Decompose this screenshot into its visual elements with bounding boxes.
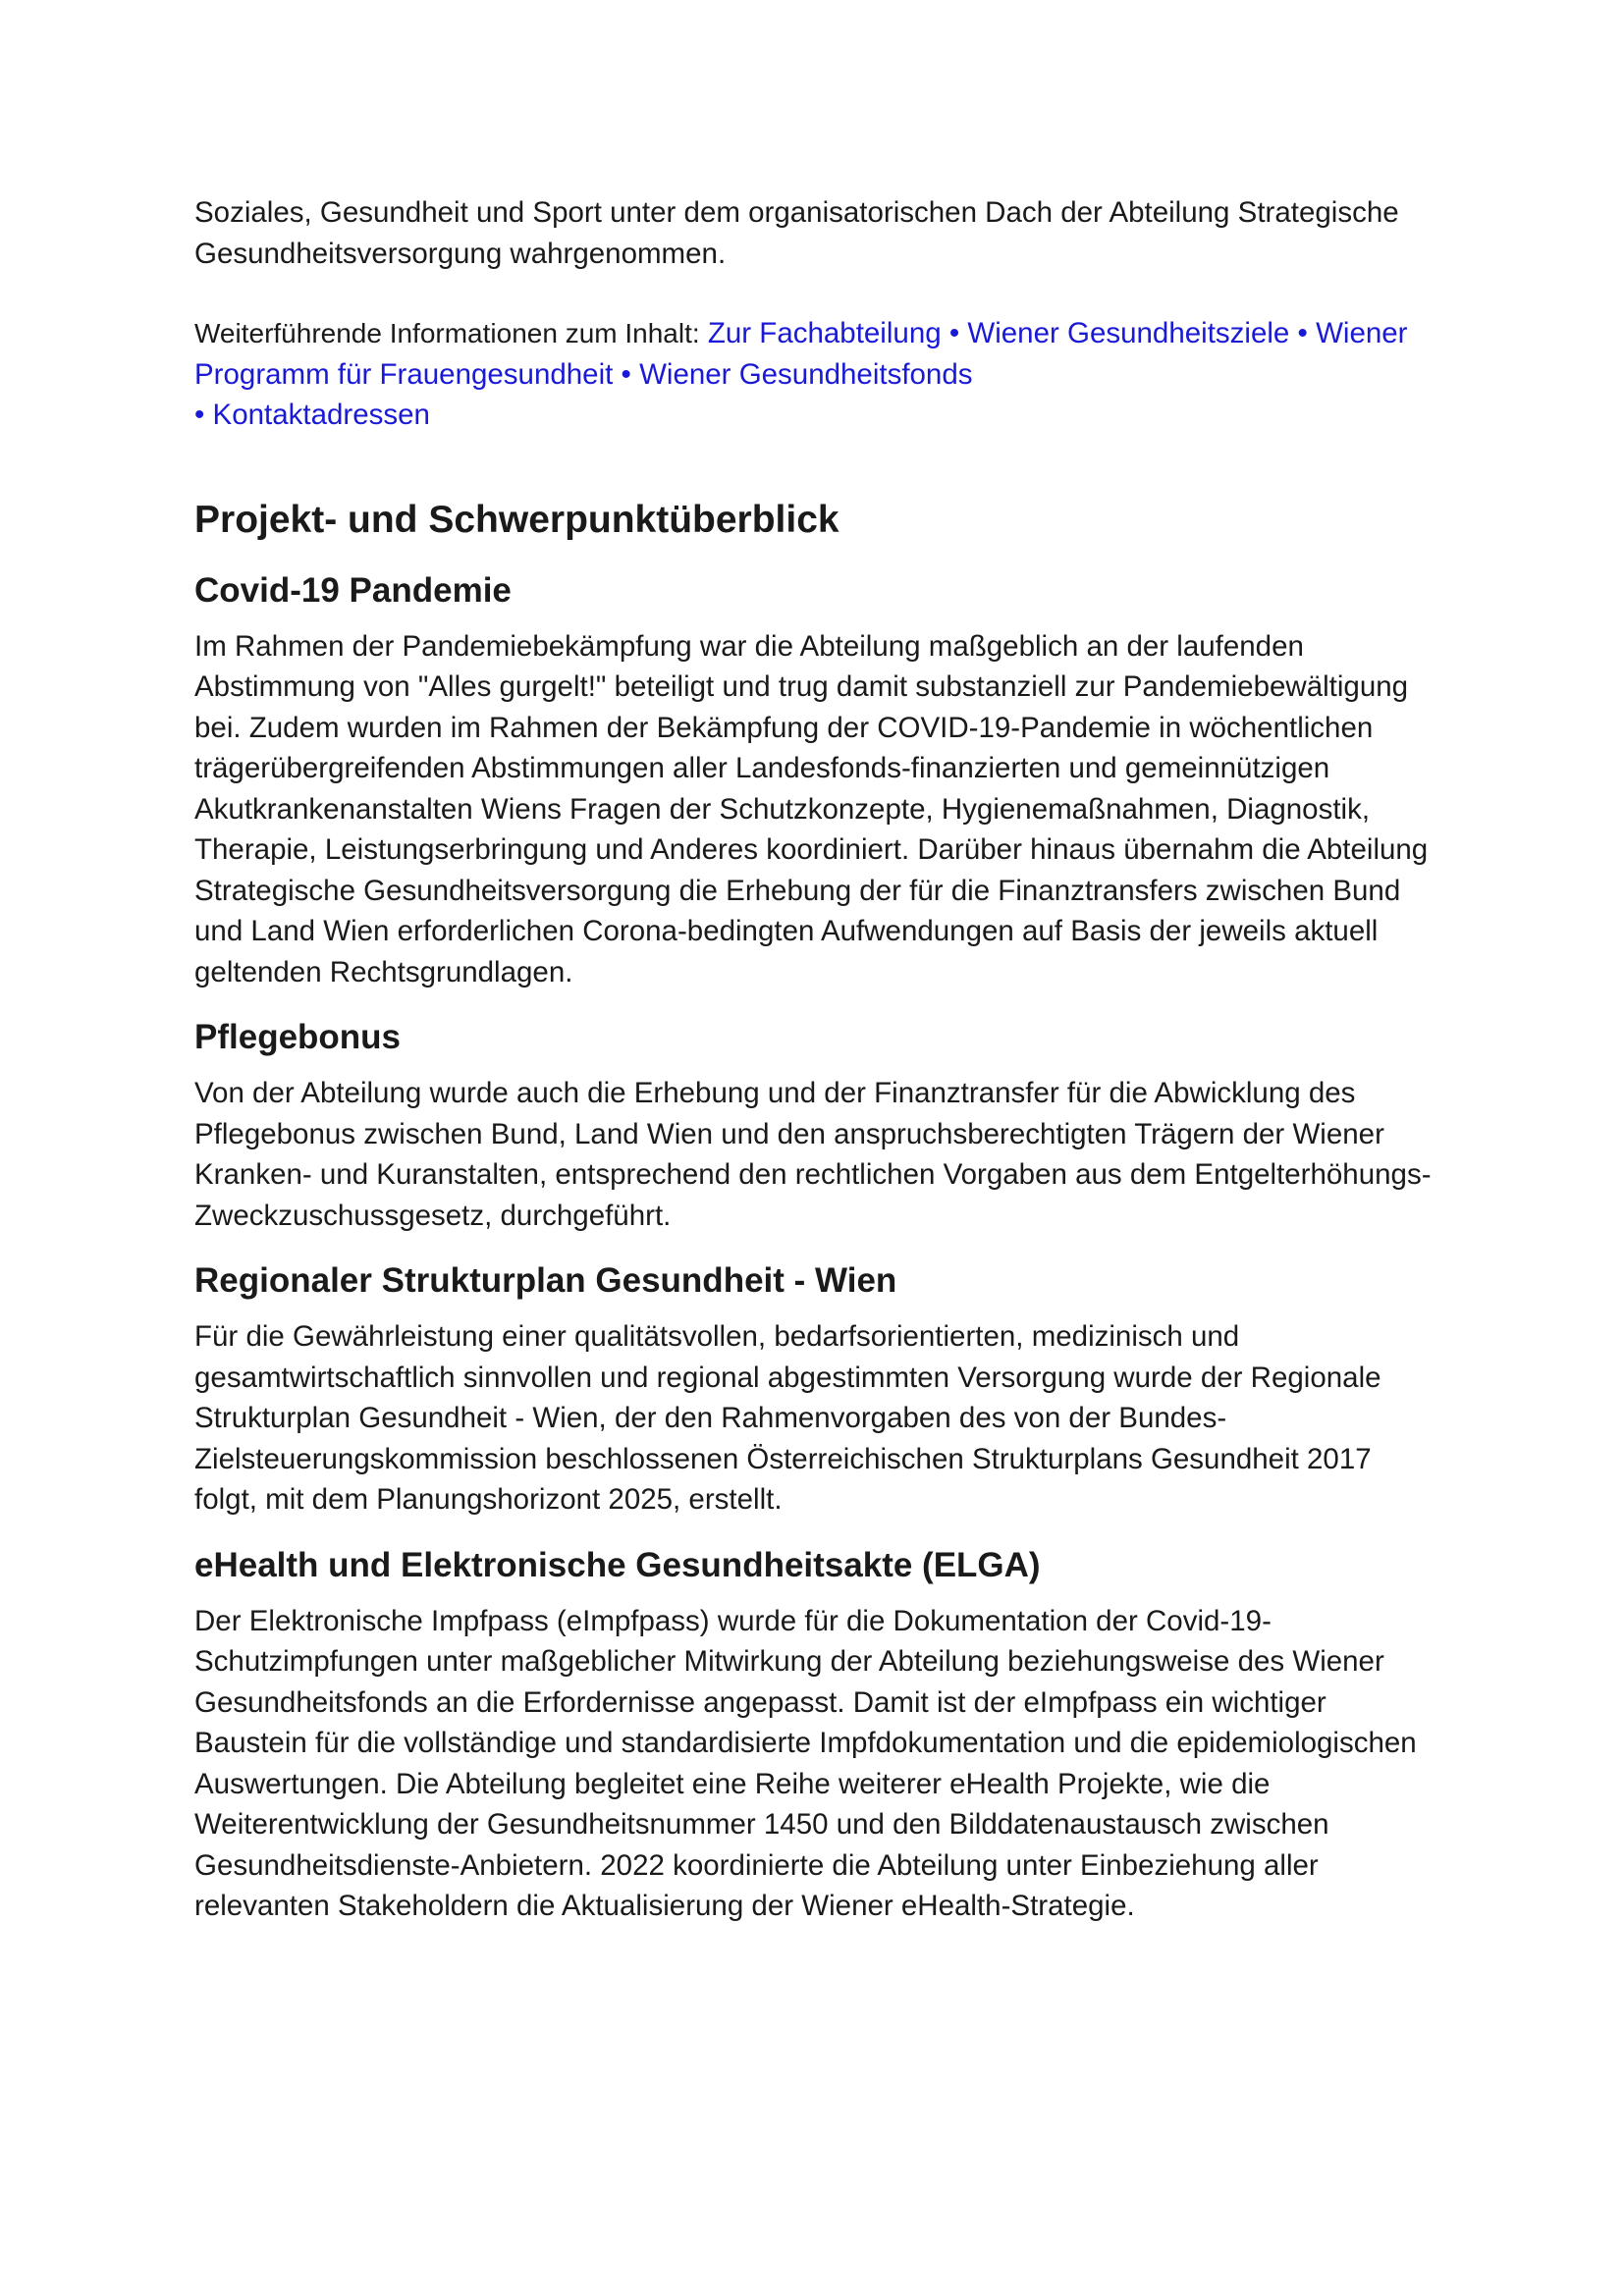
section-text: Für die Gewährleistung einer qualitätsvollen, bedarfsorientierten, medizinisch und gesamtwirtschaftlich sinnvollen und regional abgestimmten Versorgung wurde der Regionale Strukturplan Gesundheit - Wien, der den Rahmenvorgaben des von der Bundes-Zielsteuerungskommission beschlossenen Österreichischen Strukturplans Gesundheit 2017 folgt, mit dem Planungshorizont 2025, erstellt. xyxy=(194,1320,1381,1516)
section-strukturplan xyxy=(194,1257,1441,1521)
link-separator: • xyxy=(948,317,960,349)
link-gesundheitsziele[interactable]: Wiener Gesundheitsziele xyxy=(967,317,1290,349)
intro-paragraph: Soziales, Gesundheit und Sport unter dem organisatorischen Dach der Abteilung Strategische Gesundheitsversorgung wahrgenommen. xyxy=(194,196,1399,270)
section-text: Der Elektronische Impfpass (eImpfpass) wurde für die Dokumentation der Covid-19-Schutzimpfungen unter maßgeblicher Mitwirkung der Abteilung beziehungsweise des Wiener Gesundheitsfonds an die Erfordernisse angepasst. Damit ist der eImpfpass ein wichtiger Baustein für die vollständige und standardisierte Impfdokumentation und die epidemiologischen Auswertungen. Die Abteilung begleitet eine Reihe weiterer eHealth Projekte, wie die Weiterentwicklung der Gesundheitsnummer 1450 und den Bilddatenaustausch zwischen Gesundheitsdienste-Anbietern. 2022 koordinierte die Abteilung unter Einbeziehung aller relevanten Stakeholdern die Aktualisierung der Wiener eHealth-Strategie. xyxy=(194,1604,1417,1922)
links-prefix: Weiterführende Informationen zum Inhalt: xyxy=(194,318,700,348)
section-heading: eHealth und Elektronische Gesundheitsakte (ELGA) xyxy=(194,1545,1041,1584)
link-fachabteilung[interactable]: Zur Fachabteilung xyxy=(707,317,942,349)
section-ehealth xyxy=(194,1542,1441,1927)
section-heading: Regionaler Strukturplan Gesundheit - Wien xyxy=(194,1261,897,1300)
further-info-links xyxy=(194,313,1441,436)
main-heading: Projekt- und Schwerpunktüberblick xyxy=(194,498,839,541)
link-gesundheitsfonds[interactable]: Wiener Gesundheitsfonds xyxy=(639,357,973,391)
link-separator: • xyxy=(1297,317,1308,349)
link-separator: • xyxy=(194,399,205,431)
section-text: Von der Abteilung wurde auch die Erhebung und der Finanztransfer für die Abwicklung des Pflegebonus zwischen Bund, Land Wien und den anspruchsberechtigten Trägern der Wiener Kranken- und Kuranstalten, entsprechend den rechtlichen Vorgaben aus dem Entgelterhöhungs-Zweckzuschussgesetz, durchgeführt. xyxy=(194,1077,1432,1232)
link-frauengesundheit[interactable]: Wiener Programm für Frauengesundheit xyxy=(194,317,1408,391)
document-page xyxy=(194,192,1441,1949)
link-kontaktadressen[interactable]: Kontaktadressen xyxy=(212,399,430,431)
section-text: Im Rahmen der Pandemiebekämpfung war die Abteilung maßgeblich an der laufenden Abstimmung von "Alles gurgelt!" beteiligt und trug damit substanziell zur Pandemiebewältigung bei. Zudem wurden im Rahmen der Bekämpfung der COVID-19-Pandemie in wöchentlichen trägerübergreifenden Abstimmungen aller Landesfonds-finanzierten und gemeinnützigen Akutkrankenanstalten Wiens Fragen der Schutzkonzepte, Hygienemaßnahmen, Diagnostik, Therapie, Leistungserbringung und Anderes koordiniert. Darüber hinaus übernahm die Abteilung Strategische Gesundheitsversorgung die Erhebung der für die Finanztransfers zwischen Bund und Land Wien erforderlichen Corona-bedingten Aufwendungen auf Basis der jeweils aktuell geltenden Rechtsgrundlagen. xyxy=(194,629,1429,988)
section-pflegebonus xyxy=(194,1014,1441,1236)
section-heading: Pflegebonus xyxy=(194,1018,402,1056)
section-covid xyxy=(194,567,1441,993)
link-separator: • xyxy=(621,357,631,391)
section-heading: Covid-19 Pandemie xyxy=(194,570,512,610)
